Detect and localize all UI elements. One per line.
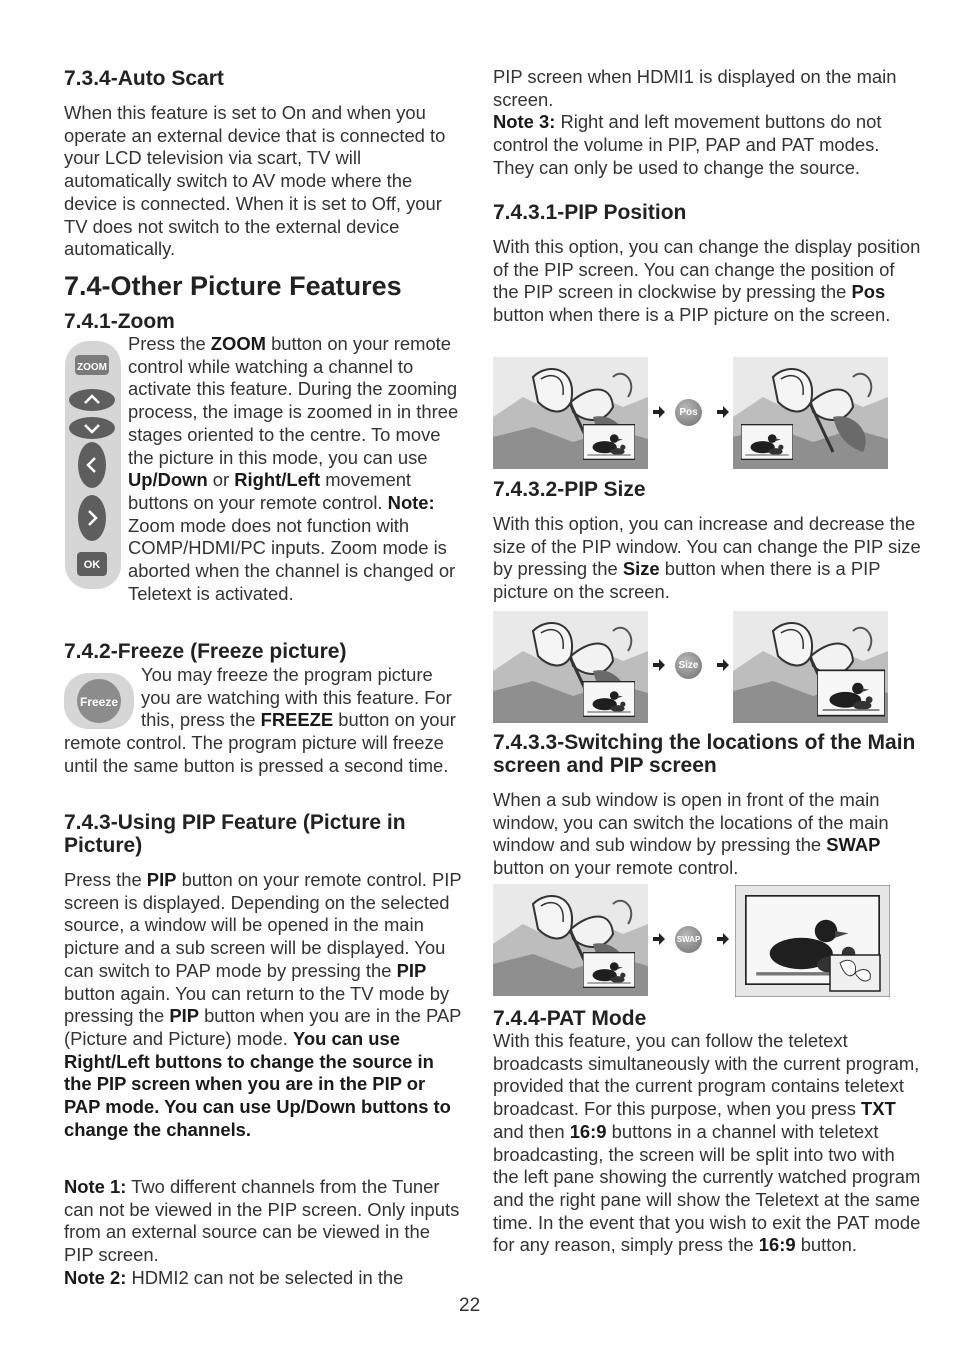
freeze-title: 7.4.2-Freeze (Freeze picture) — [64, 640, 347, 663]
ok-button-label: OK — [83, 559, 101, 571]
after-swap-image — [735, 885, 890, 997]
freeze-button-label: Freeze — [79, 695, 119, 709]
auto-scart-text: When this feature is set to On and when you operate an external device that is connected to your LCD television via scart, TV will automatically switch to AV mode where the device is connected. When it is set to Off, your TV does not switch to the external device automatically. — [64, 102, 446, 260]
pip-continued-text: PIP screen when HDMI1 is displayed on the main screen. Note 3: Right and left movement buttons do not control the volume in PIP, PAP and PAT modes. They can only be used to change the source. — [493, 66, 897, 178]
pip-position-illustration — [493, 357, 923, 471]
pip-title: 7.4.3-Using PIP Feature (Picture in Picture) — [64, 811, 406, 857]
pip-size-title: 7.4.3.2-PIP Size — [493, 478, 646, 501]
zoom-title: 7.4.1-Zoom — [64, 310, 175, 333]
swap-title: 7.4.3.3-Switching the locations of the Main screen and PIP screen — [493, 731, 916, 777]
arrow-icon — [652, 932, 666, 946]
pos-button-icon: Pos — [675, 399, 702, 426]
size-button-icon: Size — [675, 652, 702, 679]
arrow-icon — [652, 405, 666, 419]
zoom-button-label: ZOOM — [77, 362, 107, 373]
before-swap-image — [493, 884, 648, 996]
swap-illustration — [493, 884, 923, 998]
arrow-icon — [716, 658, 730, 672]
pip-notes: Note 1: Two different channels from the Tuner can not be viewed in the PIP screen. Only inputs from an external source can be viewed in the PIP screen. Note 2: HDMI2 can not be selected in the — [64, 1176, 460, 1288]
arrow-icon — [716, 405, 730, 419]
main-screen-after-image — [733, 357, 888, 469]
freeze-text: You may freeze the program picture you are watching with this feature. For this, press the FREEZE button on your remote control. The program picture will freeze until the same button is pressed a second time. — [64, 664, 456, 776]
arrow-icon — [652, 658, 666, 672]
pip-size-illustration — [493, 611, 923, 725]
main-screen-before-image — [493, 357, 648, 469]
pat-mode-text: With this feature, you can follow the teletext broadcasts simultaneously with the current program, provided that the current program contains teletext broadcast. For this purpose, when you press TXT and then 16:9 buttons in a channel with teletext broadcasting, the screen will be split into two with the left pane showing the currently watched program and the right pane will show the Teletext at the same time. In the event that you wish to exit the PAT mode for any reason, simply press the 16:9 button. — [493, 1030, 921, 1256]
pip-size-text: With this option, you can increase and decrease the size of the PIP window. You can change the PIP size by pressing the Size button when there is a PIP picture on the screen. — [493, 513, 921, 603]
swap-text: When a sub window is open in front of the main window, you can switch the locations of the main window and sub window by pressing the SWAP button on your remote control. — [493, 789, 889, 879]
pip-position-title: 7.4.3.1-PIP Position — [493, 201, 687, 224]
other-features-title: 7.4-Other Picture Features — [64, 271, 402, 301]
pip-position-text: With this option, you can change the display position of the PIP screen. You can change the position of the PIP screen in clockwise by pressing the Pos button when there is a PIP picture on the screen. — [493, 236, 921, 326]
small-pip-image — [493, 611, 648, 723]
page-number: 22 — [459, 1295, 481, 1316]
auto-scart-title: 7.3.4-Auto Scart — [64, 67, 224, 90]
pat-mode-title: 7.4.4-PAT Mode — [493, 1007, 647, 1030]
swap-button-icon: SWAP — [675, 926, 702, 953]
zoom-text: Press the ZOOM button on your remote control while watching a channel to activate this feature. During the zooming process, the image is zoomed in in three stages oriented to the centre. To move the picture in this mode, you can use Up/Down or Right/Left movement buttons on your remote control. Note: Zoom mode does not function with COMP/HDMI/PC inputs. Zoom mode is aborted when the channel is changed or Teletext is activated. — [128, 333, 459, 604]
pip-text: Press the PIP button on your remote control. PIP screen is displayed. Depending on the selected source, a window will be opened in the main picture and a sub screen will be displayed. You can switch to PAP mode by pressing the PIP button again. You can return to the TV mode by pressing the PIP button when you are in the PAP (Picture and Picture) mode. You can use Right/Left buttons to change the source in the PIP screen when you are in the PIP or PAP mode. You can use Up/Down buttons to change the channels. — [64, 869, 462, 1140]
large-pip-image — [733, 611, 888, 723]
arrow-icon — [716, 932, 730, 946]
